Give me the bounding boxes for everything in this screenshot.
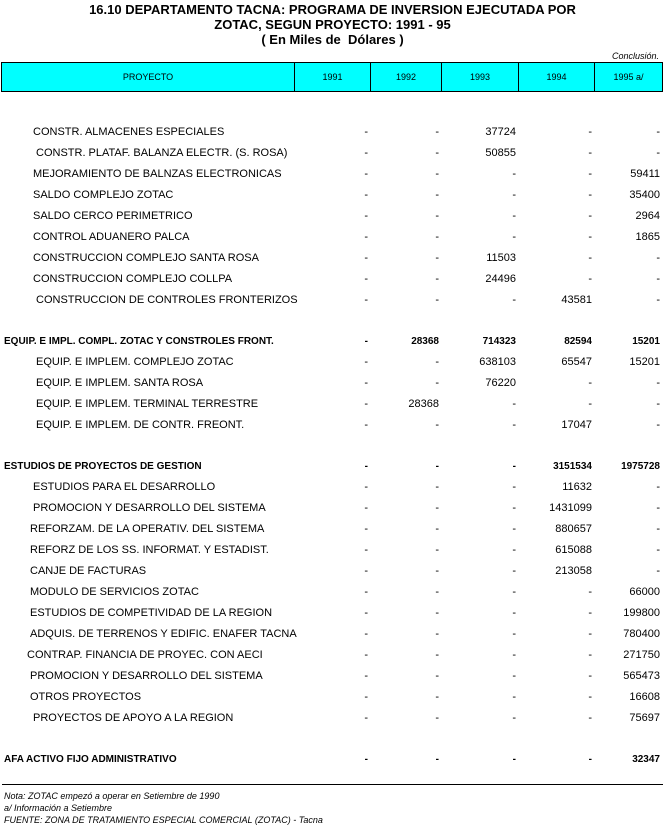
table-row bbox=[0, 645, 665, 666]
cell-value: - bbox=[588, 398, 592, 410]
cell-value: - bbox=[512, 712, 516, 724]
cell-value: - bbox=[512, 231, 516, 243]
cell-value: 2964 bbox=[635, 210, 660, 222]
cell-value: 24496 bbox=[485, 273, 516, 285]
cell-value: - bbox=[588, 210, 592, 222]
row-label: ESTUDIOS DE COMPETIVIDAD DE LA REGION bbox=[30, 607, 273, 619]
cell-value: 615088 bbox=[555, 544, 592, 556]
row-label: CONSTR. PLATAF. BALANZA ELECTR. (S. ROSA) bbox=[36, 147, 288, 159]
cell-value: 37724 bbox=[485, 126, 516, 138]
table-row bbox=[0, 561, 665, 582]
table-row bbox=[0, 227, 665, 248]
row-label: REFORZAM. DE LA OPERATIV. DEL SISTEMA bbox=[30, 523, 265, 535]
cell-value: - bbox=[512, 754, 516, 765]
title-line-3: ( En Miles de Dólares ) bbox=[261, 32, 404, 47]
row-label: ESTUDIOS DE PROYECTOS DE GESTION bbox=[4, 461, 202, 472]
cell-value: - bbox=[435, 649, 439, 661]
row-label: CONSTRUCCION COMPLEJO SANTA ROSA bbox=[33, 252, 259, 264]
cell-value: - bbox=[364, 649, 368, 661]
cell-value: - bbox=[588, 273, 592, 285]
table-row bbox=[0, 540, 665, 561]
cell-value: - bbox=[656, 398, 660, 410]
cell-value: - bbox=[588, 691, 592, 703]
table-row bbox=[0, 456, 665, 477]
row-label: REFORZ DE LOS SS. INFORMAT. Y ESTADIST. bbox=[30, 544, 269, 556]
cell-value: - bbox=[588, 377, 592, 389]
cell-value: - bbox=[512, 607, 516, 619]
cell-value: - bbox=[364, 712, 368, 724]
header-1991: 1991 bbox=[295, 63, 371, 91]
cell-value: 11503 bbox=[486, 252, 516, 264]
cell-value: 32347 bbox=[632, 754, 660, 765]
cell-value: 59411 bbox=[630, 168, 660, 180]
row-label: EQUIP. E IMPLEM. SANTA ROSA bbox=[36, 377, 204, 389]
table-row bbox=[0, 498, 665, 519]
cell-value: - bbox=[435, 252, 439, 264]
cell-value: - bbox=[435, 126, 439, 138]
cell-value: 213058 bbox=[555, 565, 592, 577]
cell-value: - bbox=[588, 168, 592, 180]
cell-value: 66000 bbox=[629, 586, 660, 598]
cell-value: - bbox=[364, 754, 368, 765]
table-row bbox=[0, 749, 665, 770]
cell-value: - bbox=[512, 523, 516, 535]
cell-value: - bbox=[512, 670, 516, 682]
header-1995: 1995 a/ bbox=[613, 72, 644, 82]
cell-value: 880657 bbox=[555, 523, 592, 535]
cell-value: 1431099 bbox=[549, 502, 592, 514]
row-label: CONTROL ADUANERO PALCA bbox=[33, 231, 190, 243]
cell-value: - bbox=[364, 691, 368, 703]
cell-value: 714323 bbox=[482, 336, 516, 347]
cell-value: - bbox=[435, 168, 439, 180]
cell-value: - bbox=[512, 691, 516, 703]
cell-value: - bbox=[364, 294, 368, 306]
cell-value: - bbox=[435, 294, 439, 306]
cell-value: 1865 bbox=[635, 231, 660, 243]
cell-value: - bbox=[588, 670, 592, 682]
cell-value: - bbox=[656, 481, 660, 493]
cell-value: 1975728 bbox=[621, 461, 660, 472]
cell-value: - bbox=[512, 168, 516, 180]
footer-divider bbox=[2, 784, 663, 785]
row-label: CONSTRUCCION COMPLEJO COLLPA bbox=[33, 273, 233, 285]
table-row bbox=[0, 477, 665, 498]
cell-value: - bbox=[588, 252, 592, 264]
cell-value: - bbox=[512, 649, 516, 661]
cell-value: - bbox=[364, 565, 368, 577]
table-row bbox=[0, 519, 665, 540]
table-row bbox=[0, 415, 665, 436]
row-label: SALDO CERCO PERIMETRICO bbox=[33, 210, 193, 222]
cell-value: - bbox=[656, 502, 660, 514]
cell-value: - bbox=[588, 231, 592, 243]
cell-value: - bbox=[512, 544, 516, 556]
cell-value: - bbox=[656, 419, 660, 431]
cell-value: - bbox=[435, 461, 439, 472]
cell-value: - bbox=[512, 461, 516, 472]
cell-value: 15201 bbox=[632, 336, 660, 347]
cell-value: - bbox=[656, 294, 660, 306]
cell-value: - bbox=[656, 377, 660, 389]
table-title bbox=[0, 2, 665, 47]
cell-value: - bbox=[588, 147, 592, 159]
row-label: ADQUIS. DE TERRENOS Y EDIFIC. ENAFER TACNA bbox=[30, 628, 297, 640]
cell-value: 16608 bbox=[629, 691, 660, 703]
cell-value: 65547 bbox=[561, 356, 592, 368]
row-label: CONSTR. ALMACENES ESPECIALES bbox=[33, 126, 225, 138]
table-row bbox=[0, 164, 665, 185]
cell-value: - bbox=[512, 189, 516, 201]
row-label: MEJORAMIENTO DE BALNZAS ELECTRONICAS bbox=[33, 168, 282, 180]
cell-value: - bbox=[512, 502, 516, 514]
cell-value: - bbox=[364, 377, 368, 389]
cell-value: - bbox=[435, 273, 439, 285]
cell-value: - bbox=[435, 628, 439, 640]
row-label: CONTRAP. FINANCIA DE PROYEC. CON AECI bbox=[27, 649, 263, 661]
note-a: a/ Información a Setiembre bbox=[4, 803, 113, 813]
cell-value: - bbox=[512, 586, 516, 598]
cell-value: - bbox=[435, 586, 439, 598]
row-label: EQUIP. E IMPLEM. DE CONTR. FREONT. bbox=[36, 419, 245, 431]
cell-value: 638103 bbox=[479, 356, 516, 368]
table-row bbox=[0, 290, 665, 311]
table-row bbox=[0, 624, 665, 645]
row-label: PROMOCION Y DESARROLLO DEL SISTEMA bbox=[30, 670, 263, 682]
header-proyecto: PROYECTO bbox=[2, 63, 295, 91]
cell-value: - bbox=[364, 607, 368, 619]
table-row bbox=[0, 185, 665, 206]
footnotes bbox=[4, 790, 323, 826]
cell-value: - bbox=[435, 147, 439, 159]
table-row bbox=[0, 248, 665, 269]
cell-value: - bbox=[364, 544, 368, 556]
conclusion-note: Conclusión. bbox=[611, 51, 659, 61]
cell-value: - bbox=[364, 502, 368, 514]
cell-value: - bbox=[588, 126, 592, 138]
cell-value: 50855 bbox=[485, 147, 516, 159]
cell-value: - bbox=[588, 607, 592, 619]
cell-value: 17047 bbox=[561, 419, 592, 431]
header-1993: 1993 bbox=[442, 63, 519, 91]
cell-value: - bbox=[364, 523, 368, 535]
cell-value: - bbox=[656, 126, 660, 138]
cell-value: - bbox=[364, 356, 368, 368]
cell-value: - bbox=[435, 544, 439, 556]
cell-value: - bbox=[435, 502, 439, 514]
cell-value: - bbox=[512, 210, 516, 222]
row-label: CONSTRUCCION DE CONTROLES FRONTERIZOS bbox=[36, 294, 298, 306]
cell-value: 3151534 bbox=[553, 461, 592, 472]
row-label: EQUIP. E IMPLEM. TERMINAL TERRESTRE bbox=[36, 398, 259, 410]
row-label: EQUIP. E IMPL. COMPL. ZOTAC Y CONSTROLES FRONT. bbox=[4, 336, 274, 347]
cell-value: - bbox=[656, 147, 660, 159]
cell-value: - bbox=[364, 336, 368, 347]
cell-value: - bbox=[364, 210, 368, 222]
cell-value: - bbox=[435, 231, 439, 243]
cell-value: 15201 bbox=[629, 356, 660, 368]
cell-value: - bbox=[364, 147, 368, 159]
cell-value: - bbox=[512, 565, 516, 577]
table-row bbox=[0, 352, 665, 373]
cell-value: 565473 bbox=[623, 670, 660, 682]
cell-value: 35400 bbox=[629, 189, 660, 201]
cell-value: - bbox=[364, 670, 368, 682]
row-label: AFA ACTIVO FIJO ADMINISTRATIVO bbox=[4, 754, 177, 765]
cell-value: 82594 bbox=[564, 336, 592, 347]
cell-value: - bbox=[656, 544, 660, 556]
cell-value: - bbox=[364, 252, 368, 264]
cell-value: - bbox=[435, 189, 439, 201]
cell-value: 780400 bbox=[623, 628, 660, 640]
row-label: SALDO COMPLEJO ZOTAC bbox=[33, 189, 174, 201]
cell-value: - bbox=[656, 523, 660, 535]
cell-value: 271750 bbox=[623, 649, 660, 661]
cell-value: - bbox=[512, 294, 516, 306]
header-1994: 1994 bbox=[519, 63, 595, 91]
cell-value: - bbox=[656, 565, 660, 577]
header-1992: 1992 bbox=[371, 63, 442, 91]
cell-value: - bbox=[512, 628, 516, 640]
cell-value: - bbox=[512, 419, 516, 431]
table-row bbox=[0, 582, 665, 603]
note-zotac: Nota: ZOTAC empezó a operar en Setiembre de 1990 bbox=[4, 791, 220, 801]
row-label: PROMOCION Y DESARROLLO DEL SISTEMA bbox=[33, 502, 266, 514]
row-label: EQUIP. E IMPLEM. COMPLEJO ZOTAC bbox=[36, 356, 234, 368]
cell-value: - bbox=[588, 649, 592, 661]
table-row bbox=[0, 603, 665, 624]
cell-value: 199800 bbox=[623, 607, 660, 619]
table-row bbox=[0, 394, 665, 415]
table-row bbox=[0, 206, 665, 227]
table-row bbox=[0, 143, 665, 164]
row-label: PROYECTOS DE APOYO A LA REGION bbox=[33, 712, 234, 724]
cell-value: - bbox=[588, 754, 592, 765]
cell-value: 28368 bbox=[411, 336, 439, 347]
cell-value: - bbox=[435, 565, 439, 577]
cell-value: - bbox=[435, 691, 439, 703]
cell-value: - bbox=[435, 356, 439, 368]
cell-value: - bbox=[435, 670, 439, 682]
cell-value: - bbox=[364, 126, 368, 138]
cell-value: - bbox=[435, 419, 439, 431]
cell-value: - bbox=[435, 481, 439, 493]
cell-value: - bbox=[364, 168, 368, 180]
cell-value: - bbox=[656, 252, 660, 264]
cell-value: - bbox=[364, 586, 368, 598]
table-row bbox=[0, 687, 665, 708]
note-fuente: FUENTE: ZONA DE TRATAMIENTO ESPECIAL COMERCIAL (ZOTAC) - Tacna bbox=[4, 815, 323, 825]
table-row bbox=[0, 708, 665, 729]
cell-value: 76220 bbox=[485, 377, 516, 389]
cell-value: - bbox=[364, 481, 368, 493]
cell-value: 43581 bbox=[561, 294, 592, 306]
table-row bbox=[0, 373, 665, 394]
table-header bbox=[1, 62, 663, 92]
cell-value: 28368 bbox=[408, 398, 439, 410]
table-row bbox=[0, 269, 665, 290]
table-row bbox=[0, 331, 665, 352]
cell-value: - bbox=[588, 586, 592, 598]
cell-value: - bbox=[364, 231, 368, 243]
title-line-1: 16.10 DEPARTAMENTO TACNA: PROGRAMA DE INVERSION EJECUTADA POR bbox=[89, 2, 576, 17]
cell-value: - bbox=[588, 189, 592, 201]
table-row bbox=[0, 122, 665, 143]
cell-value: - bbox=[364, 398, 368, 410]
cell-value: - bbox=[435, 377, 439, 389]
cell-value: - bbox=[364, 628, 368, 640]
cell-value: 75697 bbox=[629, 712, 660, 724]
title-line-2: ZOTAC, SEGUN PROYECTO: 1991 - 95 bbox=[214, 17, 451, 32]
cell-value: - bbox=[364, 419, 368, 431]
cell-value: - bbox=[364, 461, 368, 472]
row-label: ESTUDIOS PARA EL DESARROLLO bbox=[33, 481, 216, 493]
cell-value: - bbox=[435, 210, 439, 222]
row-label: OTROS PROYECTOS bbox=[30, 691, 142, 703]
cell-value: - bbox=[435, 712, 439, 724]
cell-value: - bbox=[364, 189, 368, 201]
cell-value: - bbox=[512, 398, 516, 410]
cell-value: - bbox=[435, 607, 439, 619]
row-label: CANJE DE FACTURAS bbox=[30, 565, 147, 577]
cell-value: - bbox=[435, 523, 439, 535]
cell-value: - bbox=[364, 273, 368, 285]
row-label: MODULO DE SERVICIOS ZOTAC bbox=[30, 586, 199, 598]
table-row bbox=[0, 666, 665, 687]
cell-value: - bbox=[512, 481, 516, 493]
cell-value: - bbox=[435, 754, 439, 765]
cell-value: - bbox=[588, 628, 592, 640]
cell-value: - bbox=[656, 273, 660, 285]
cell-value: - bbox=[588, 712, 592, 724]
cell-value: 11632 bbox=[562, 481, 592, 493]
